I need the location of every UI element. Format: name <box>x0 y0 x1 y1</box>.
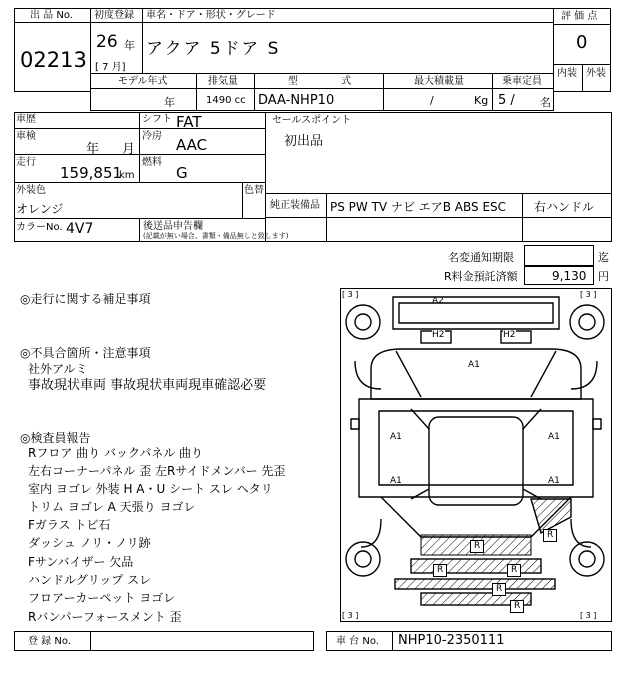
registration-year-unit: 年 <box>124 39 135 52</box>
model-year-unit: 年 <box>164 96 175 109</box>
chassis-no-value: NHP10-2350111 <box>398 633 505 648</box>
fuel-value: G <box>176 164 188 182</box>
chassis-no-label: 車 台 No. <box>336 636 379 647</box>
sales-point-label: セールスポイント <box>272 115 352 126</box>
interior-label: 内装 <box>557 68 577 79</box>
inspector-line-10: Rバンパーフォースメント 歪 <box>28 610 182 624</box>
ac-label: 冷房 <box>142 131 162 142</box>
mark-left-door: A1 <box>390 432 402 442</box>
equipment-value: PS PW TV ナビ エアB ABS ESC <box>330 200 507 214</box>
inspector-line-9: フロアーカーペット ヨゴレ <box>28 591 176 605</box>
inspector-line-8: ハンドルグリップ スレ <box>28 573 152 587</box>
history-label: 車歴 <box>16 114 36 125</box>
mark-left-rear: A1 <box>390 476 402 486</box>
inspector-line-4: トリム ヨゴレ A 天張り ヨゴレ <box>28 500 196 514</box>
capacity-value: 5 / <box>498 93 515 108</box>
car-name-label: 車名・ドア・形状・グレード <box>146 10 276 21</box>
equipment-label: 純正装備品 <box>270 200 320 211</box>
color-no-label: カラーNo. <box>16 222 63 233</box>
mileage-unit: km <box>119 170 135 181</box>
defect-line-1: 社外アルミ <box>28 362 88 376</box>
mark-floor-center: R <box>510 600 524 613</box>
recycle-unit: 円 <box>598 270 609 283</box>
steering-value: 右ハンドル <box>534 200 595 214</box>
shift-value: FAT <box>176 113 202 131</box>
inspector-line-1: Rフロア 曲り バックパネル 曲り <box>28 446 204 460</box>
color-value: オレンジ <box>16 202 64 216</box>
driving-notes-heading: ◎走行に関する補足事項 <box>20 292 151 306</box>
name-change-unit: 迄 <box>598 251 609 264</box>
fuel-label: 燃料 <box>142 157 162 168</box>
tire-label-bottom-right: [ 3 ] <box>580 611 597 620</box>
mileage-value: 159,851 <box>60 164 123 182</box>
inspector-line-6: ダッシュ ノリ・ノリ跡 <box>28 536 151 550</box>
capacity-label: 乗車定員 <box>502 76 542 87</box>
first-registration-label: 初度登録 <box>94 10 134 21</box>
ac-value: AAC <box>176 136 208 154</box>
max-load-label: 最大積載量 <box>414 76 464 87</box>
shift-label: シフト <box>142 114 172 125</box>
displacement-label: 排気量 <box>208 76 238 87</box>
tire-label-top-right: [ 3 ] <box>580 290 597 299</box>
recycle-label: R料金預託済額 <box>444 270 518 283</box>
name-change-label: 名変通知期限 <box>448 251 514 264</box>
color-change-label: 色替 <box>244 185 264 196</box>
mark-rear-panel: R <box>470 540 484 553</box>
capacity-unit: 名 <box>540 96 551 109</box>
exterior-label: 外装 <box>586 68 606 79</box>
recycle-amount: 9,130 <box>552 269 587 283</box>
mark-right-door: A1 <box>548 432 560 442</box>
model-year-label: モデル年式 <box>118 76 168 87</box>
defect-line-2: 事故現状車両 事故現状車両現車確認必要 <box>28 378 267 393</box>
aftermarket-note: (記載が無い場合、書類・備品無しと致します) <box>143 232 289 240</box>
sales-point-value: 初出品 <box>284 134 324 149</box>
max-load-slash: / <box>430 94 434 107</box>
mark-floor-right: R <box>507 564 521 577</box>
car-name: アクア 5ドア S <box>146 39 281 59</box>
score-label: 評 価 点 <box>561 11 598 22</box>
lot-number: 02213 <box>20 48 87 72</box>
inspection-month-unit: 月 <box>122 142 136 157</box>
tire-front-left <box>346 305 380 339</box>
mark-rear-corner: R <box>543 529 557 542</box>
inspector-line-2: 左右コーナーパネル 歪 左Rサイドメンバー 先歪 <box>28 464 286 478</box>
mark-floor-left: R <box>433 564 447 577</box>
tire-label-top-left: [ 3 ] <box>342 290 359 299</box>
registration-month: [ 7 月] <box>95 62 126 73</box>
tire-front-right <box>570 305 604 339</box>
color-label: 外装色 <box>16 185 46 196</box>
tire-label-bottom-left: [ 3 ] <box>342 611 359 620</box>
score-value: 0 <box>576 32 588 53</box>
inspector-line-3: 室内 ヨゴレ 外装 H A・U シート スレ ヘタリ <box>28 482 273 496</box>
type-label: 型 式 <box>288 76 372 87</box>
registration-no-label: 登 録 No. <box>28 636 71 647</box>
name-change-box <box>524 245 594 266</box>
inspector-line-5: Fガラス トビ石 <box>28 518 111 532</box>
inspector-heading: ◎検査員報告 <box>20 431 91 445</box>
displacement-value: 1490 cc <box>206 95 246 106</box>
mark-h2-left: H2 <box>432 330 445 340</box>
defects-heading: ◎不具合箇所・注意事項 <box>20 346 151 360</box>
inspection-label: 車検 <box>16 131 36 142</box>
mark-right-rear: A1 <box>548 476 560 486</box>
mark-front-bumper: A2 <box>432 296 444 306</box>
aftermarket-row-right <box>265 217 612 242</box>
color-no-value: 4V7 <box>66 221 94 237</box>
mark-h2-right: H2 <box>503 330 516 340</box>
inspector-line-7: Fサンバイザー 欠品 <box>28 555 134 569</box>
mark-floor-mid: R <box>492 583 506 596</box>
lot-label: 出 品 No. <box>30 10 73 21</box>
inspection-year-unit: 年 <box>86 142 100 157</box>
car-diagram <box>340 288 612 622</box>
max-load-unit: Kg <box>474 94 489 107</box>
aftermarket-label: 後送品申告欄 <box>143 221 203 232</box>
registration-year: 26 <box>96 32 118 52</box>
type-code: DAA-NHP10 <box>258 93 335 108</box>
mileage-label: 走行 <box>16 157 36 168</box>
car-outline <box>341 289 611 621</box>
mark-hood: A1 <box>468 360 480 370</box>
